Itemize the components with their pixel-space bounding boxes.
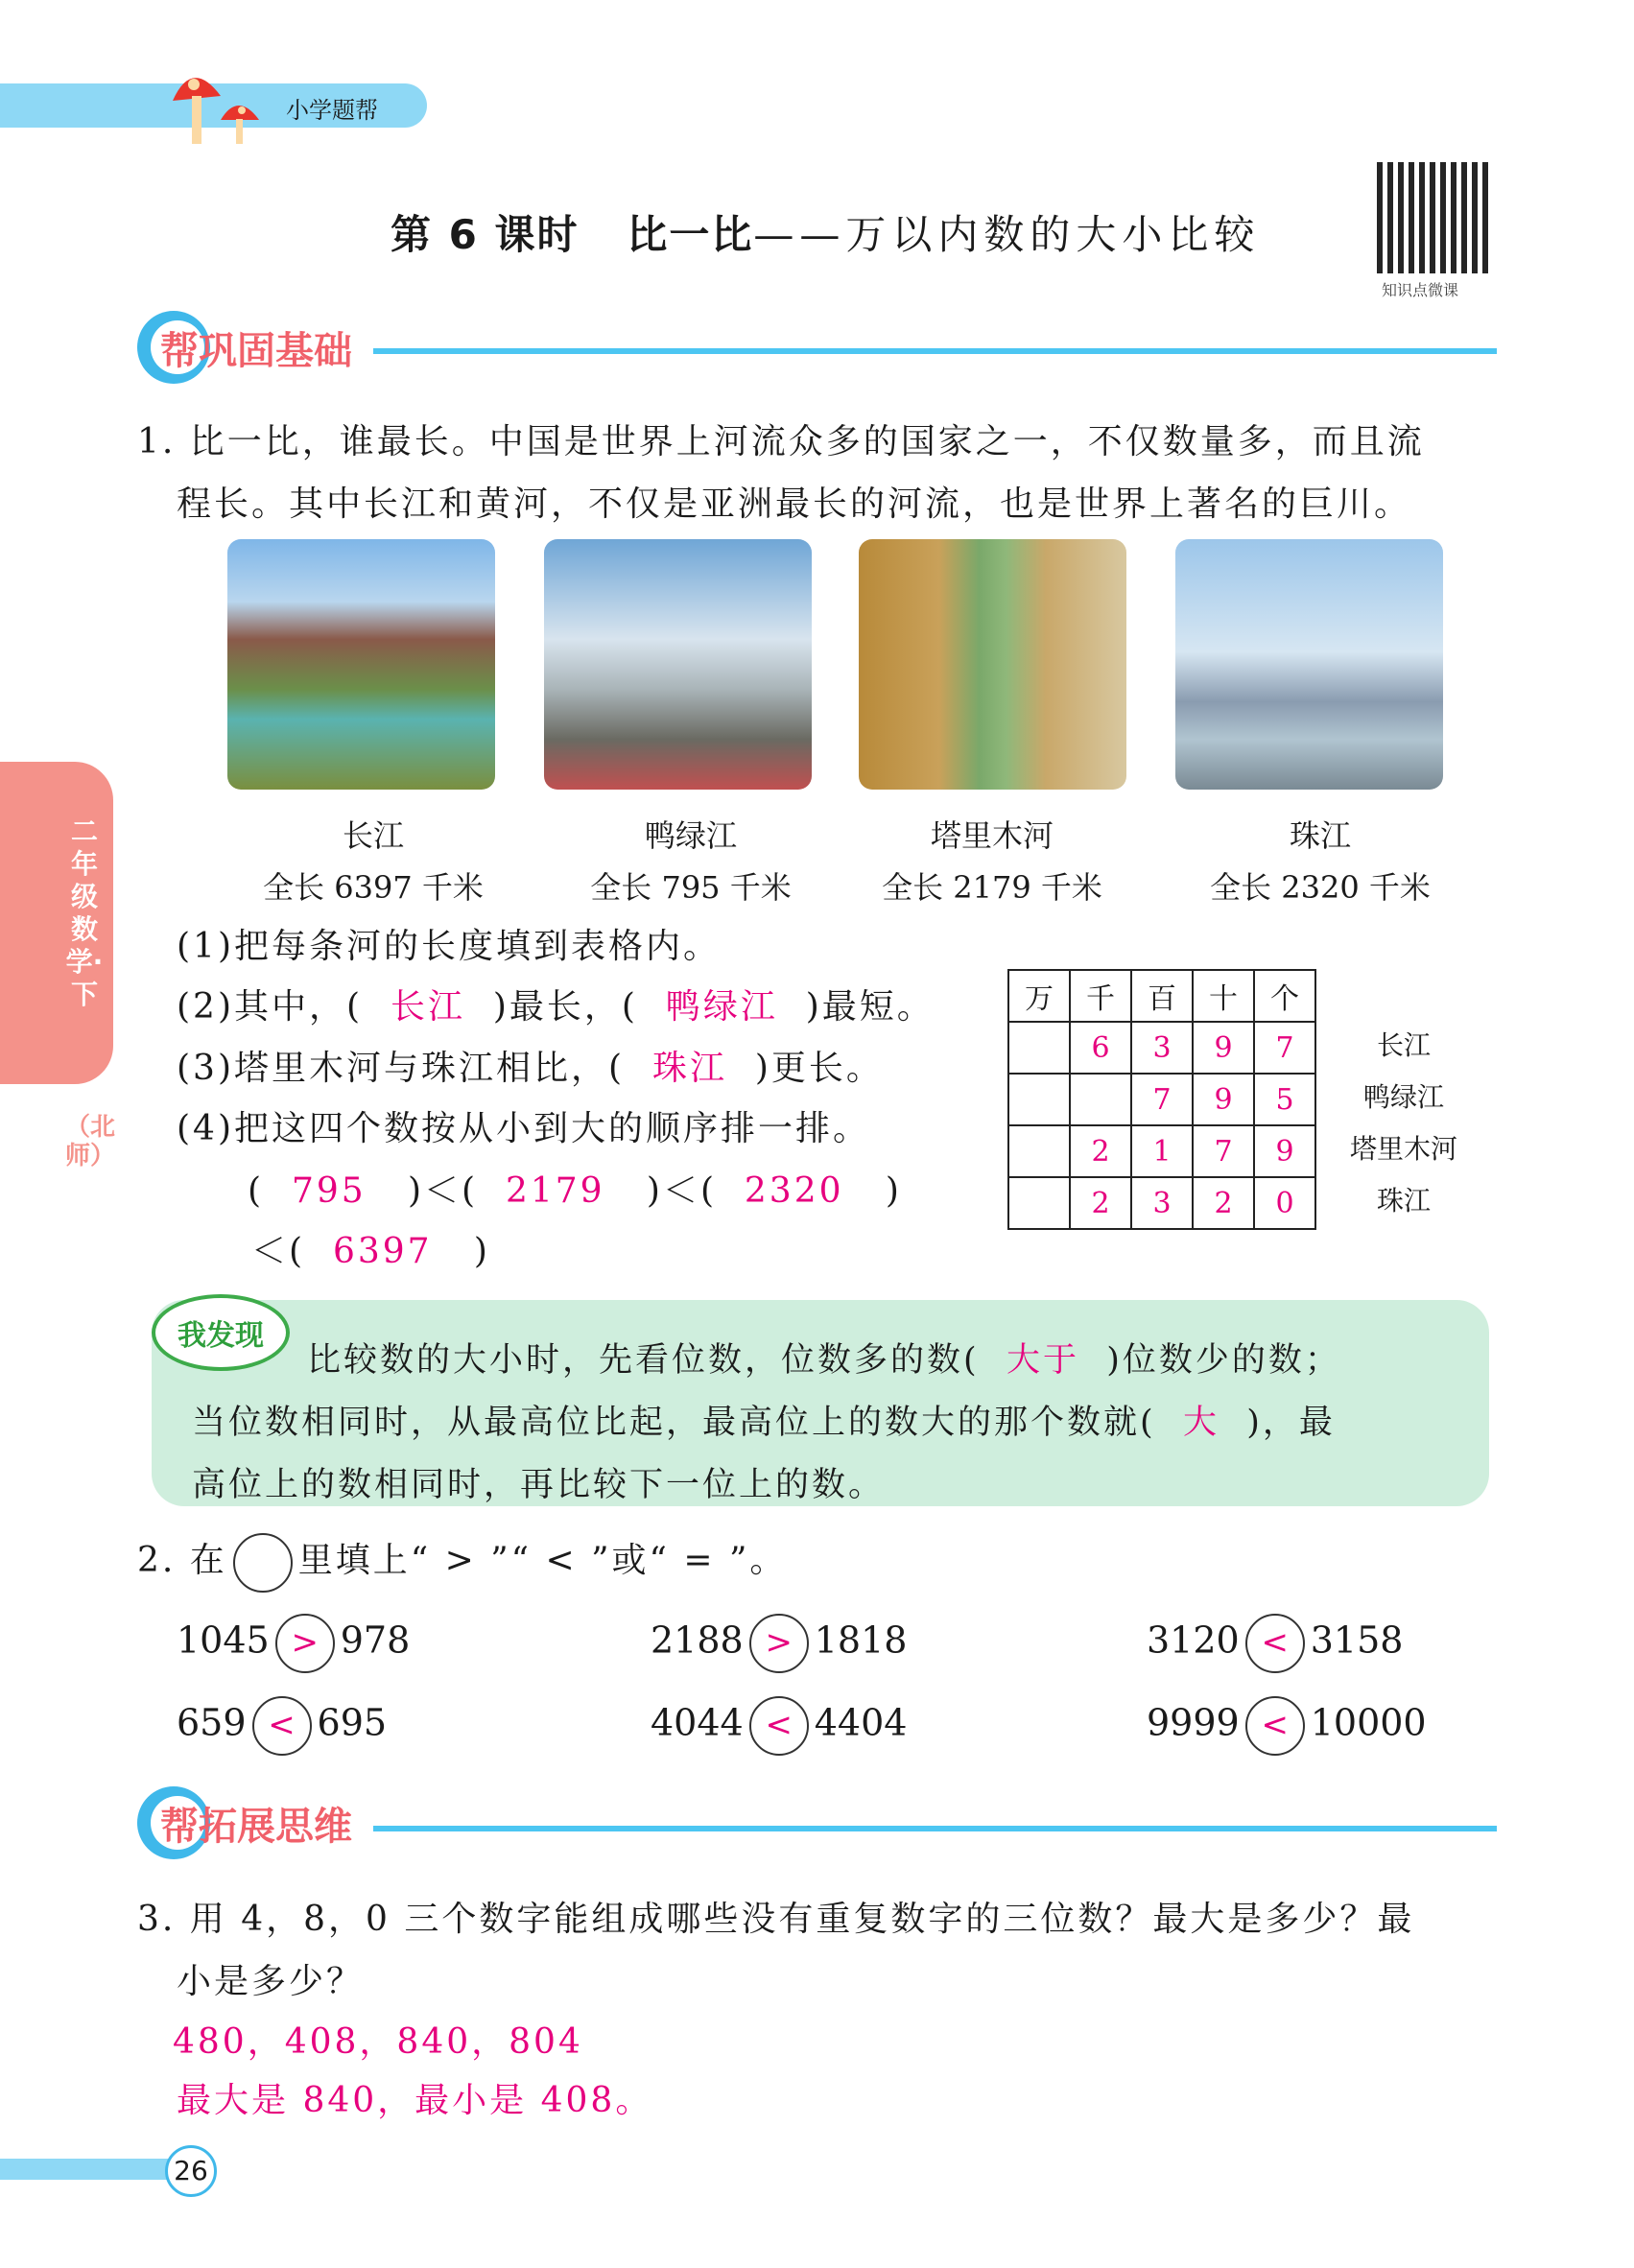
river-length: 全长 6397 千米 — [263, 869, 484, 906]
cell[interactable]: 7 — [1193, 1125, 1254, 1177]
answer-circle[interactable]: > — [749, 1614, 809, 1673]
title-sub: ——万以内数的大小比较 — [753, 211, 1261, 258]
cell[interactable]: 1 — [1131, 1125, 1193, 1177]
q1-part1: (1)把每条河的长度填到表格内。 — [177, 927, 721, 966]
answer: 大于 — [1006, 1341, 1079, 1380]
mushroom-icon — [163, 58, 278, 149]
q1-text-line1: 1. 比一比，谁最长。中国是世界上河流众多的国家之一，不仅数量多，而且流 — [137, 422, 1425, 461]
answer: 2320 — [744, 1171, 844, 1211]
title-main: 比一比 — [627, 211, 754, 258]
section-header-basic — [137, 311, 352, 384]
cell[interactable]: 3 — [1131, 1177, 1193, 1229]
section-title: 帮巩固基础 — [160, 329, 352, 373]
answer-circle[interactable]: < — [252, 1696, 312, 1756]
cell[interactable]: 9 — [1193, 1022, 1254, 1074]
discover-line2: 当位数相同时，从最高位比起，最高位上的数大的那个数就( 大 )，最 — [192, 1404, 1336, 1442]
q3-text-line2: 小是多少？ — [177, 1962, 365, 2001]
q2-prompt: 2. 在 里填上“ > ”“ < ”或“ = ”。 — [137, 1533, 787, 1593]
compare-item: 1045 > 978 — [177, 1614, 410, 1673]
page-number: 26 — [165, 2145, 217, 2197]
q3-answer1: 480，408，840，804 — [173, 2022, 583, 2062]
q3-answer2: 最大是 840，最小是 408。 — [177, 2081, 653, 2120]
cell[interactable]: 5 — [1254, 1074, 1315, 1125]
row-label: 长江 — [1376, 1029, 1431, 1061]
discover-line1: 比较数的大小时，先看位数，位数多的数( 大于 )位数少的数； — [307, 1341, 1341, 1380]
answer-circle[interactable]: < — [1245, 1696, 1305, 1756]
cell[interactable]: 2 — [1070, 1125, 1131, 1177]
order-row1: ( 795 )＜( 2179 )＜( 2320 ) — [248, 1171, 902, 1211]
river-name: 珠江 — [1289, 817, 1351, 854]
cell[interactable]: 2 — [1193, 1177, 1254, 1229]
q3-text-line1: 3. 用 4，8，0 三个数字能组成哪些没有重复数字的三位数？最大是多少？最 — [137, 1900, 1415, 1939]
cell[interactable]: 6 — [1070, 1022, 1131, 1074]
brand-name: 小学题帮 — [286, 97, 378, 124]
row-label: 塔里木河 — [1349, 1133, 1457, 1165]
lesson-title — [391, 203, 1260, 261]
row-label: 珠江 — [1376, 1185, 1431, 1217]
photo-yalujiang — [544, 539, 812, 790]
answer: 2179 — [505, 1171, 605, 1211]
footer-bar — [0, 2159, 182, 2180]
photo-changjiang — [227, 539, 495, 790]
row-label: 鸭绿江 — [1362, 1081, 1444, 1113]
cell[interactable]: 9 — [1254, 1125, 1315, 1177]
compare-item: 9999 < 10000 — [1147, 1696, 1427, 1756]
lesson-number: 第 6 课时 — [391, 211, 580, 258]
order-row2: ＜( 6397 ) — [251, 1232, 490, 1271]
publisher-label: （北师） — [65, 1113, 116, 1170]
discover-badge: 我发现 — [152, 1294, 290, 1371]
q1-part4: (4)把这四个数按从小到大的顺序排一排。 — [177, 1109, 870, 1148]
river-name: 长江 — [342, 817, 404, 854]
q1-part3: (3)塔里木河与珠江相比，( 珠江 )更长。 — [177, 1049, 884, 1088]
q1-part2: (2)其中，( 长江 )最长，( 鸭绿江 )最短。 — [177, 987, 935, 1027]
place-value-table — [1007, 969, 1316, 1230]
compare-item: 659 < 695 — [177, 1696, 387, 1756]
river-length: 全长 2179 千米 — [882, 869, 1102, 906]
answer-circle[interactable]: < — [749, 1696, 809, 1756]
section-divider — [373, 1826, 1497, 1831]
cell[interactable]: 9 — [1193, 1074, 1254, 1125]
q1-text-line2: 程长。其中长江和黄河，不仅是亚洲最长的河流，也是世界上著名的巨川。 — [177, 484, 1412, 524]
header-cell: 万 — [1008, 970, 1070, 1022]
river-length: 全长 2320 千米 — [1210, 869, 1431, 906]
answer-circle[interactable]: < — [1245, 1614, 1305, 1673]
discover-line3: 高位上的数相同时，再比较下一位上的数。 — [192, 1466, 886, 1504]
compare-item: 2188 > 1818 — [651, 1614, 907, 1673]
header-cell: 个 — [1254, 970, 1315, 1022]
header-cell: 千 — [1070, 970, 1131, 1022]
river-length: 全长 795 千米 — [590, 869, 792, 906]
answer: 鸭绿江 — [665, 987, 778, 1027]
cell[interactable]: 3 — [1131, 1022, 1193, 1074]
header-cell: 十 — [1193, 970, 1254, 1022]
section-header-extend — [137, 1786, 352, 1859]
answer: 珠江 — [651, 1049, 727, 1088]
photo-zhujiang — [1175, 539, 1443, 790]
cell[interactable]: 7 — [1254, 1022, 1315, 1074]
circle-blank — [233, 1533, 293, 1593]
cell[interactable]: 2 — [1070, 1177, 1131, 1229]
cell[interactable]: 7 — [1131, 1074, 1193, 1125]
grade-label: 二年级数学·下 — [65, 815, 104, 1010]
section-title: 帮拓展思维 — [160, 1805, 352, 1849]
answer: 795 — [291, 1171, 367, 1211]
river-name: 鸭绿江 — [644, 817, 737, 854]
answer-circle[interactable]: > — [275, 1614, 335, 1673]
answer: 大 — [1182, 1404, 1220, 1442]
compare-item: 3120 < 3158 — [1147, 1614, 1403, 1673]
qr-label: 知识点微课 — [1382, 281, 1459, 299]
river-name: 塔里木河 — [930, 817, 1054, 854]
section-divider — [373, 348, 1497, 354]
header-cell: 百 — [1131, 970, 1193, 1022]
cell[interactable]: 0 — [1254, 1177, 1315, 1229]
compare-item: 4044 < 4404 — [651, 1696, 907, 1756]
photo-talimuhe — [859, 539, 1126, 790]
answer: 长江 — [390, 987, 465, 1027]
qr-code[interactable] — [1377, 162, 1490, 273]
answer: 6397 — [332, 1232, 433, 1271]
